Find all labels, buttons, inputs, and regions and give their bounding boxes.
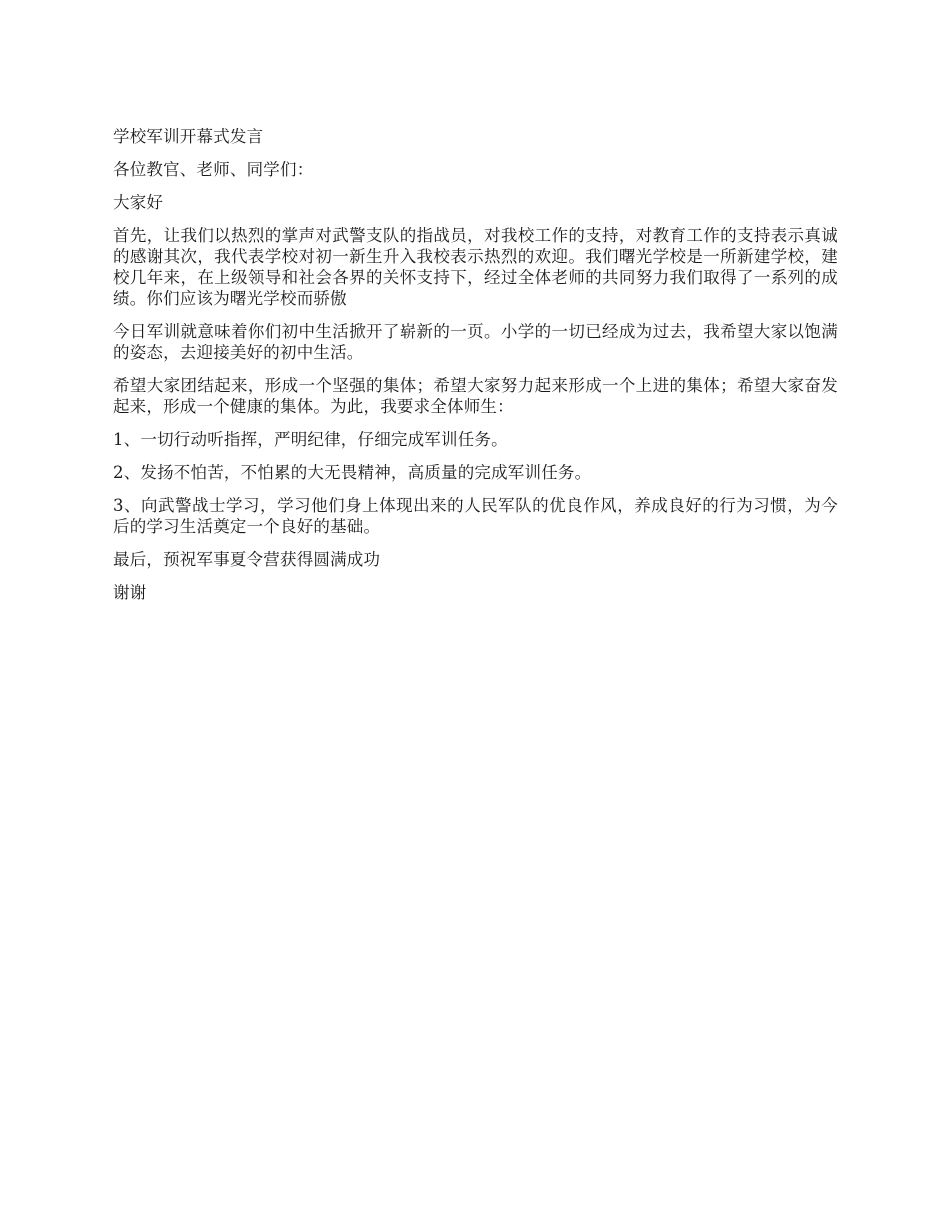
paragraph-wishes: 最后，预祝军事夏令营获得圆满成功 xyxy=(113,550,381,569)
paragraph-new-page: 今日军训就意味着你们初中生活掀开了崭新的一页。小学的一切已经成为过去，我希望大家以饱满的姿态，去迎接美好的初中生活。 xyxy=(113,322,838,362)
greeting: 大家好 xyxy=(113,193,164,212)
paragraph-unity: 希望大家团结起来，形成一个坚强的集体；希望大家努力起来形成一个上进的集体；希望大家奋发起来，形成一个健康的集体。为此，我要求全体师生： xyxy=(113,376,838,416)
document-title: 学校军训开幕式发言 xyxy=(113,127,264,146)
requirement-3: 3、向武警战士学习，学习他们身上体现出来的人民军队的优良作风，养成良好的行为习惯，为今后的学习生活奠定一个良好的基础。 xyxy=(113,496,838,536)
paragraph-opening: 首先，让我们以热烈的掌声对武警支队的指战员，对我校工作的支持，对教育工作的支持表示真诚的感谢其次，我代表学校对初一新生升入我校表示热烈的欢迎。我们曙光学校是一所新建学校，建校几年来，在上级领导和社会各界的关怀支持下，经过全体老师的共同努力我们取得了一系列的成绩。你们应该为曙光学校而骄傲 xyxy=(113,226,838,308)
closing: 谢谢 xyxy=(113,583,147,602)
salutation: 各位教官、老师、同学们： xyxy=(113,160,314,179)
requirement-2: 2、发扬不怕苦，不怕累的大无畏精神，高质量的完成军训任务。 xyxy=(113,463,592,482)
requirement-1: 1、一切行动听指挥，严明纪律，仔细完成军训任务。 xyxy=(113,430,508,449)
